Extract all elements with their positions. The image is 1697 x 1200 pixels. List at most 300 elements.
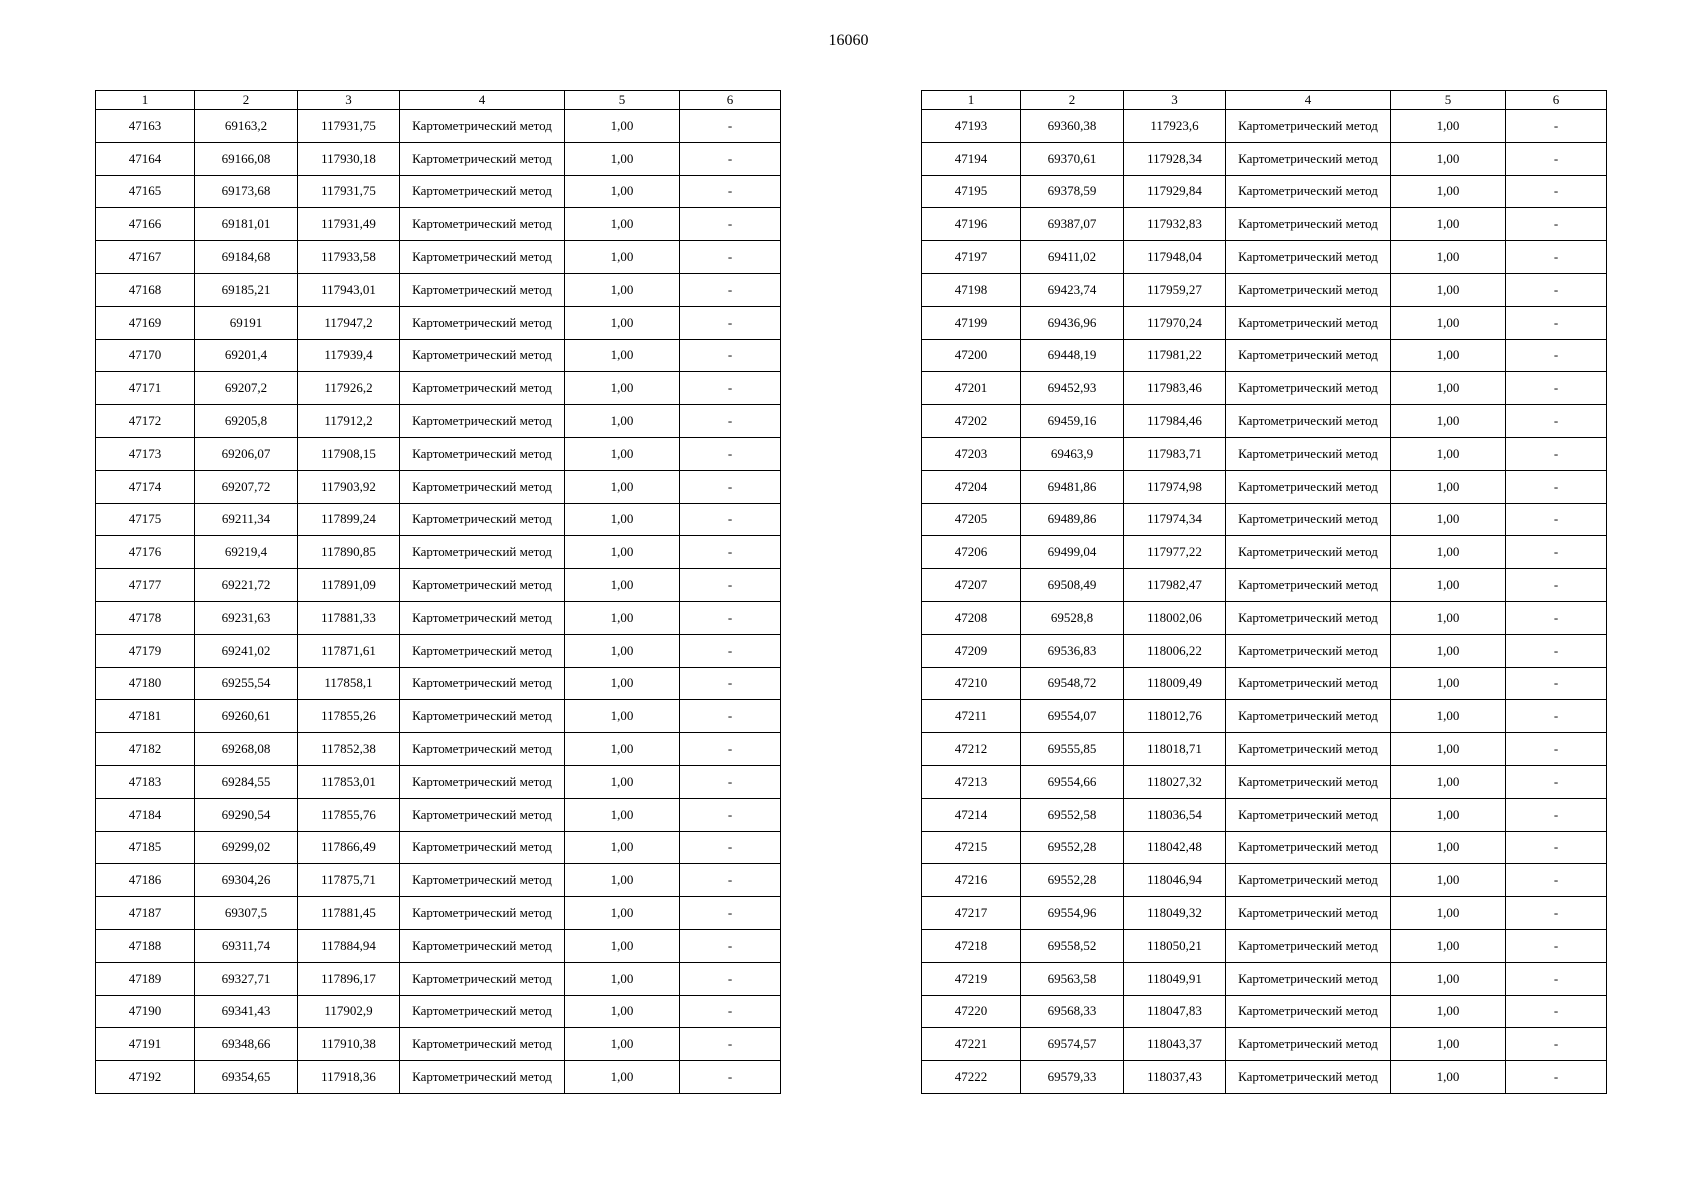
table-cell: 47202 [922, 405, 1021, 438]
table-row [96, 339, 781, 372]
table-cell: 1,00 [1391, 569, 1506, 602]
table-cell: 1,00 [1391, 831, 1506, 864]
table-cell: 118043,37 [1124, 1028, 1226, 1061]
table-row [96, 536, 781, 569]
table-cell: - [680, 733, 781, 766]
table-cell: 118047,83 [1124, 995, 1226, 1028]
table-cell: 47166 [96, 208, 195, 241]
table-cell: 1,00 [565, 339, 680, 372]
table-cell: Картометрический метод [1226, 536, 1391, 569]
table-cell: Картометрический метод [1226, 437, 1391, 470]
table-cell: 47205 [922, 503, 1021, 536]
table-cell: Картометрический метод [1226, 110, 1391, 143]
table-cell: 69231,63 [195, 601, 298, 634]
table-cell: 47200 [922, 339, 1021, 372]
header-row [96, 91, 781, 110]
table-cell: - [1506, 405, 1607, 438]
table-cell: 69378,59 [1021, 175, 1124, 208]
table-row [96, 634, 781, 667]
table-cell: 1,00 [1391, 929, 1506, 962]
table-cell: 47181 [96, 700, 195, 733]
table-cell: 118009,49 [1124, 667, 1226, 700]
table-cell: 69370,61 [1021, 142, 1124, 175]
table-row [922, 405, 1607, 438]
table-cell: - [680, 470, 781, 503]
table-cell: 69185,21 [195, 273, 298, 306]
table-row [96, 700, 781, 733]
table-row [922, 864, 1607, 897]
table-cell: 1,00 [565, 864, 680, 897]
table-cell: 69574,57 [1021, 1028, 1124, 1061]
column-header: 4 [400, 91, 565, 110]
table-cell: 117910,38 [298, 1028, 400, 1061]
table-cell: 117896,17 [298, 962, 400, 995]
table-row [96, 601, 781, 634]
table-row [922, 962, 1607, 995]
table-cell: - [680, 1061, 781, 1094]
table-body [922, 110, 1607, 1094]
table-cell: 117912,2 [298, 405, 400, 438]
table-cell: - [1506, 634, 1607, 667]
table-cell: 118046,94 [1124, 864, 1226, 897]
table-cell: - [680, 897, 781, 930]
table-cell: 69241,02 [195, 634, 298, 667]
table-cell: 69221,72 [195, 569, 298, 602]
table-cell: 47187 [96, 897, 195, 930]
table-cell: 69268,08 [195, 733, 298, 766]
table-cell: 47167 [96, 241, 195, 274]
column-header: 5 [565, 91, 680, 110]
table-cell: 117918,36 [298, 1061, 400, 1094]
table-cell: 69348,66 [195, 1028, 298, 1061]
table-cell: 117959,27 [1124, 273, 1226, 306]
table-row [96, 897, 781, 930]
table-row [922, 372, 1607, 405]
table-cell: 1,00 [1391, 634, 1506, 667]
table-cell: 69327,71 [195, 962, 298, 995]
table-cell: 47165 [96, 175, 195, 208]
table-row [96, 110, 781, 143]
table-cell: 69552,58 [1021, 798, 1124, 831]
table-cell: 47180 [96, 667, 195, 700]
table-cell: Картометрический метод [1226, 405, 1391, 438]
table-cell: Картометрический метод [1226, 503, 1391, 536]
table-cell: 117930,18 [298, 142, 400, 175]
table-cell: 69554,66 [1021, 765, 1124, 798]
table-cell: - [680, 372, 781, 405]
table-cell: - [680, 700, 781, 733]
table-cell: 1,00 [565, 503, 680, 536]
table-cell: - [1506, 372, 1607, 405]
table-cell: Картометрический метод [400, 667, 565, 700]
table-cell: 47203 [922, 437, 1021, 470]
table-cell: Картометрический метод [1226, 1061, 1391, 1094]
table-cell: 1,00 [565, 437, 680, 470]
table-cell: 117875,71 [298, 864, 400, 897]
table-cell: 69206,07 [195, 437, 298, 470]
table-cell: Картометрический метод [1226, 601, 1391, 634]
table-cell: - [680, 929, 781, 962]
table-cell: 47172 [96, 405, 195, 438]
table-cell: Картометрический метод [1226, 241, 1391, 274]
table-cell: 1,00 [565, 372, 680, 405]
table-row [96, 142, 781, 175]
table-cell: 1,00 [1391, 864, 1506, 897]
table-cell: - [1506, 536, 1607, 569]
table-row [922, 437, 1607, 470]
table-cell: 47190 [96, 995, 195, 1028]
table-cell: - [680, 306, 781, 339]
table-cell: 47218 [922, 929, 1021, 962]
table-cell: - [680, 339, 781, 372]
table-row [96, 503, 781, 536]
table-row [922, 765, 1607, 798]
table-cell: 69563,58 [1021, 962, 1124, 995]
table-cell: - [680, 1028, 781, 1061]
table-cell: 47197 [922, 241, 1021, 274]
table-cell: Картометрический метод [400, 962, 565, 995]
table-cell: Картометрический метод [400, 831, 565, 864]
table-cell: 1,00 [565, 765, 680, 798]
column-header: 6 [1506, 91, 1607, 110]
table-row [96, 667, 781, 700]
table-cell: 117903,92 [298, 470, 400, 503]
table-cell: - [680, 798, 781, 831]
table-cell: 117931,49 [298, 208, 400, 241]
table-cell: 69448,19 [1021, 339, 1124, 372]
table-cell: 47210 [922, 667, 1021, 700]
table-cell: Картометрический метод [400, 1028, 565, 1061]
table-cell: 117931,75 [298, 110, 400, 143]
table-cell: 47191 [96, 1028, 195, 1061]
table-cell: 47189 [96, 962, 195, 995]
column-header: 2 [1021, 91, 1124, 110]
column-header: 3 [298, 91, 400, 110]
table-cell: 47222 [922, 1061, 1021, 1094]
table-cell: 69341,43 [195, 995, 298, 1028]
table-cell: 47206 [922, 536, 1021, 569]
table-cell: 117931,75 [298, 175, 400, 208]
table-row [922, 470, 1607, 503]
table-cell: 1,00 [1391, 306, 1506, 339]
table-cell: 1,00 [565, 306, 680, 339]
table-cell: 69163,2 [195, 110, 298, 143]
table-cell: 47195 [922, 175, 1021, 208]
table-cell: 69191 [195, 306, 298, 339]
table-cell: 1,00 [565, 273, 680, 306]
table-cell: 69554,07 [1021, 700, 1124, 733]
table-cell: 1,00 [1391, 142, 1506, 175]
table-cell: 117866,49 [298, 831, 400, 864]
table-cell: 117932,83 [1124, 208, 1226, 241]
table-cell: Картометрический метод [400, 1061, 565, 1094]
table-cell: Картометрический метод [1226, 897, 1391, 930]
table-cell: 69558,52 [1021, 929, 1124, 962]
table-cell: 47182 [96, 733, 195, 766]
table-cell: - [1506, 765, 1607, 798]
table-cell: 69489,86 [1021, 503, 1124, 536]
table-cell: Картометрический метод [400, 437, 565, 470]
table-cell: - [1506, 667, 1607, 700]
table-cell: 47192 [96, 1061, 195, 1094]
table-cell: - [680, 241, 781, 274]
table-cell: - [1506, 831, 1607, 864]
table-cell: - [1506, 897, 1607, 930]
table-cell: - [1506, 962, 1607, 995]
table-row [96, 995, 781, 1028]
table-row [922, 306, 1607, 339]
table-cell: 69499,04 [1021, 536, 1124, 569]
table-cell: 117852,38 [298, 733, 400, 766]
table-cell: 117855,26 [298, 700, 400, 733]
table-row [922, 929, 1607, 962]
table-cell: 1,00 [1391, 273, 1506, 306]
table-row [96, 273, 781, 306]
table-cell: 69528,8 [1021, 601, 1124, 634]
table-cell: 69166,08 [195, 142, 298, 175]
table-cell: 69436,96 [1021, 306, 1124, 339]
table-cell: - [1506, 175, 1607, 208]
table-cell: - [1506, 470, 1607, 503]
table-cell: 1,00 [1391, 372, 1506, 405]
table-cell: 1,00 [1391, 733, 1506, 766]
table-cell: - [680, 634, 781, 667]
table-cell: Картометрический метод [1226, 864, 1391, 897]
table-row [922, 241, 1607, 274]
table-row [922, 700, 1607, 733]
table-cell: Картометрический метод [1226, 962, 1391, 995]
table-cell: 117926,2 [298, 372, 400, 405]
table-cell: 47208 [922, 601, 1021, 634]
table-row [96, 864, 781, 897]
table-cell: 1,00 [1391, 536, 1506, 569]
table-cell: 117929,84 [1124, 175, 1226, 208]
table-cell: 1,00 [565, 634, 680, 667]
table-cell: - [680, 995, 781, 1028]
table-row [96, 437, 781, 470]
table-cell: 69508,49 [1021, 569, 1124, 602]
table-cell: - [1506, 339, 1607, 372]
table-cell: Картометрический метод [400, 601, 565, 634]
table-cell: Картометрический метод [400, 733, 565, 766]
table-cell: 1,00 [565, 241, 680, 274]
table-cell: Картометрический метод [400, 470, 565, 503]
table-cell: - [1506, 700, 1607, 733]
table-cell: Картометрический метод [1226, 273, 1391, 306]
table-cell: 47221 [922, 1028, 1021, 1061]
table-cell: 69255,54 [195, 667, 298, 700]
table-row [96, 241, 781, 274]
table-cell: 69290,54 [195, 798, 298, 831]
table-cell: 47186 [96, 864, 195, 897]
table-cell: 47219 [922, 962, 1021, 995]
table-cell: 1,00 [565, 962, 680, 995]
table-cell: 47163 [96, 110, 195, 143]
table-cell: 117884,94 [298, 929, 400, 962]
table-cell: 117947,2 [298, 306, 400, 339]
table-cell: 69211,34 [195, 503, 298, 536]
table-cell: 1,00 [1391, 700, 1506, 733]
table-cell: - [680, 503, 781, 536]
table-cell: Картометрический метод [400, 142, 565, 175]
table-cell: 69536,83 [1021, 634, 1124, 667]
table-cell: - [1506, 110, 1607, 143]
table-cell: Картометрический метод [400, 175, 565, 208]
table-cell: - [680, 569, 781, 602]
table-cell: 1,00 [565, 1061, 680, 1094]
table-cell: 47201 [922, 372, 1021, 405]
table-row [922, 634, 1607, 667]
table-cell: 69459,16 [1021, 405, 1124, 438]
table-cell: 47198 [922, 273, 1021, 306]
table-cell: 69555,85 [1021, 733, 1124, 766]
table-cell: Картометрический метод [1226, 470, 1391, 503]
table-cell: 1,00 [1391, 110, 1506, 143]
table-cell: Картометрический метод [1226, 142, 1391, 175]
table-cell: 47211 [922, 700, 1021, 733]
table-cell: - [680, 831, 781, 864]
table-cell: Картометрический метод [1226, 667, 1391, 700]
table-cell: Картометрический метод [1226, 339, 1391, 372]
table-cell: - [680, 208, 781, 241]
table-cell: 47204 [922, 470, 1021, 503]
table-cell: 117855,76 [298, 798, 400, 831]
table-cell: 69554,96 [1021, 897, 1124, 930]
table-cell: 69304,26 [195, 864, 298, 897]
column-header: 3 [1124, 91, 1226, 110]
table-cell: - [680, 601, 781, 634]
column-header: 5 [1391, 91, 1506, 110]
table-cell: 117858,1 [298, 667, 400, 700]
table-cell: 47173 [96, 437, 195, 470]
table-row [96, 765, 781, 798]
table-cell: - [1506, 569, 1607, 602]
table-cell: 1,00 [1391, 1061, 1506, 1094]
table-cell: 117939,4 [298, 339, 400, 372]
table-cell: 118012,76 [1124, 700, 1226, 733]
table-row [922, 503, 1607, 536]
table-cell: - [1506, 437, 1607, 470]
table-cell: - [1506, 929, 1607, 962]
table-cell: 117982,47 [1124, 569, 1226, 602]
table-cell: 69207,72 [195, 470, 298, 503]
table-row [96, 372, 781, 405]
table-cell: - [680, 667, 781, 700]
table-cell: - [680, 273, 781, 306]
table-cell: Картометрический метод [400, 372, 565, 405]
table-cell: 47170 [96, 339, 195, 372]
table-cell: 69463,9 [1021, 437, 1124, 470]
table-cell: 117974,34 [1124, 503, 1226, 536]
table-cell: Картометрический метод [400, 995, 565, 1028]
table-cell: 117983,71 [1124, 437, 1226, 470]
table-row [96, 1028, 781, 1061]
table-body [96, 110, 781, 1094]
table-cell: Картометрический метод [400, 339, 565, 372]
table-cell: - [1506, 503, 1607, 536]
table-cell: 69552,28 [1021, 864, 1124, 897]
table-cell: 118042,48 [1124, 831, 1226, 864]
table-cell: 117948,04 [1124, 241, 1226, 274]
table-row [96, 405, 781, 438]
header-row [922, 91, 1607, 110]
table-cell: 1,00 [1391, 1028, 1506, 1061]
table-cell: 1,00 [1391, 667, 1506, 700]
table-cell: 117881,45 [298, 897, 400, 930]
table-cell: 1,00 [1391, 208, 1506, 241]
table-cell: Картометрический метод [400, 273, 565, 306]
table-cell: Картометрический метод [400, 700, 565, 733]
table-cell: 1,00 [565, 1028, 680, 1061]
table-cell: Картометрический метод [1226, 700, 1391, 733]
table-cell: 47213 [922, 765, 1021, 798]
table-cell: 69452,93 [1021, 372, 1124, 405]
table-cell: 69205,8 [195, 405, 298, 438]
table-cell: - [1506, 273, 1607, 306]
table-cell: - [680, 142, 781, 175]
table-row [922, 569, 1607, 602]
coordinates-table-right [921, 90, 1607, 1094]
table-cell: 69387,07 [1021, 208, 1124, 241]
table-row [96, 798, 781, 831]
table-cell: 1,00 [1391, 503, 1506, 536]
table-cell: 117902,9 [298, 995, 400, 1028]
table-row [96, 569, 781, 602]
table-cell: 69181,01 [195, 208, 298, 241]
table-cell: 118049,91 [1124, 962, 1226, 995]
table-cell: Картометрический метод [400, 634, 565, 667]
table-row [922, 273, 1607, 306]
table-cell: Картометрический метод [1226, 733, 1391, 766]
table-cell: Картометрический метод [400, 405, 565, 438]
table-cell: 47184 [96, 798, 195, 831]
table-cell: 117890,85 [298, 536, 400, 569]
table-cell: - [1506, 241, 1607, 274]
table-cell: 117933,58 [298, 241, 400, 274]
table-cell: 47193 [922, 110, 1021, 143]
table-cell: 117943,01 [298, 273, 400, 306]
table-cell: 1,00 [565, 142, 680, 175]
table-row [96, 1061, 781, 1094]
table-cell: 118027,32 [1124, 765, 1226, 798]
table-cell: 47194 [922, 142, 1021, 175]
column-header: 4 [1226, 91, 1391, 110]
table-cell: Картометрический метод [400, 929, 565, 962]
table-cell: - [1506, 306, 1607, 339]
table-cell: 1,00 [565, 569, 680, 602]
table-cell: 47169 [96, 306, 195, 339]
table-cell: 117970,24 [1124, 306, 1226, 339]
table-cell: Картометрический метод [400, 798, 565, 831]
table-cell: 47175 [96, 503, 195, 536]
coordinates-table-left [95, 90, 781, 1094]
table-cell: 117881,33 [298, 601, 400, 634]
table-cell: - [680, 175, 781, 208]
table-row [922, 339, 1607, 372]
table-cell: 69481,86 [1021, 470, 1124, 503]
table-row [96, 962, 781, 995]
table-cell: - [680, 110, 781, 143]
table-cell: Картометрический метод [1226, 1028, 1391, 1061]
table-cell: 117984,46 [1124, 405, 1226, 438]
column-header: 1 [922, 91, 1021, 110]
column-header: 6 [680, 91, 781, 110]
table-cell: 117983,46 [1124, 372, 1226, 405]
table-cell: - [680, 405, 781, 438]
table-cell: 69284,55 [195, 765, 298, 798]
table-cell: Картометрический метод [1226, 175, 1391, 208]
table-cell: 47215 [922, 831, 1021, 864]
